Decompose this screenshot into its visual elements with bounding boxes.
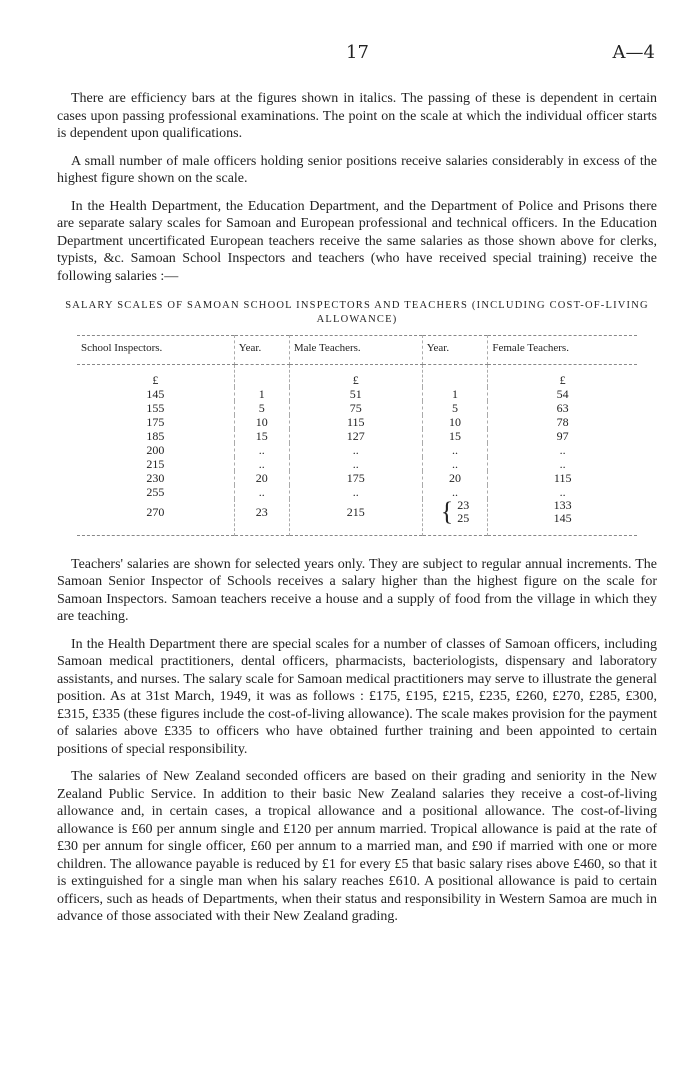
unit-cell: £	[289, 364, 422, 387]
table-cell: ..	[234, 443, 289, 457]
table-row	[77, 387, 637, 401]
table-cell: 20	[422, 471, 488, 485]
table-row	[77, 415, 637, 429]
table-cell: 97	[556, 428, 569, 443]
unit-cell: £	[77, 364, 234, 387]
table-cell: ..	[422, 457, 488, 471]
document-reference: A—4	[612, 42, 655, 63]
table-row	[77, 485, 637, 499]
table-cell: 1	[234, 387, 289, 401]
table-row	[77, 457, 637, 471]
year-value: 25	[457, 510, 470, 525]
table-cell: ..	[422, 485, 488, 499]
table-cell: 215	[289, 499, 422, 536]
table-cell: 5	[234, 401, 289, 415]
column-header: Year.	[422, 336, 488, 365]
table-cell: 145	[77, 387, 234, 401]
table-cell: ..	[559, 456, 566, 471]
column-header: Female Teachers.	[488, 336, 637, 365]
paragraph: A small number of male officers holding senior positions receive salaries considerably in excess of the highest figure shown on the scale.	[57, 153, 657, 186]
table-cell: 115	[553, 470, 572, 485]
unit-cell: £	[559, 372, 566, 387]
table-cell: ..	[289, 443, 422, 457]
table-row	[77, 499, 637, 536]
table-cell: 10	[234, 415, 289, 429]
table-cell	[488, 499, 637, 536]
table-cell: 10	[422, 415, 488, 429]
table-cell: 20	[234, 471, 289, 485]
table-cell: ..	[422, 443, 488, 457]
table-cell: ..	[559, 484, 566, 499]
table-cell: 1	[422, 387, 488, 401]
table-cell: 255	[77, 485, 234, 499]
table-cell: 75	[289, 401, 422, 415]
table-cell: 54	[556, 386, 569, 401]
table-cell: 230	[77, 471, 234, 485]
table-cell: 115	[289, 415, 422, 429]
table-cell: 23	[234, 499, 289, 536]
unit-cell	[422, 364, 488, 387]
table-row	[77, 429, 637, 443]
page-header	[60, 42, 655, 66]
table-row	[77, 443, 637, 457]
salary-value: 145	[553, 510, 572, 525]
column-header: School Inspectors.	[77, 336, 234, 365]
table-cell: 200	[77, 443, 234, 457]
unit-row	[77, 364, 637, 387]
year-value: 23	[457, 497, 470, 512]
table-cell: 51	[289, 387, 422, 401]
table-cell: 185	[77, 429, 234, 443]
column-header: Male Teachers.	[289, 336, 422, 365]
page-number: 17	[346, 42, 369, 63]
column-header: Year.	[234, 336, 289, 365]
paragraph: The salaries of New Zealand seconded officers are based on their grading and seniority in the New Zealand Public Service. In addition to their basic New Zealand salaries they receive a cost-of-living allowance and, in certain cases, a tropical allowance and a positional allowance. The cost-of-living allowance is £60 per annum single and £120 per annum married. Tropical allowance is paid at the rate of £30 per annum for single officer, £60 per annum to a married man, and £90 if married with one or more children. The allowance payable is reduced by £1 for every £5 that basic salary rises above £460, so that it is extinguished for a single man when his salary reaches £610. A positional allowance is paid to certain officers, such as heads of Departments, when their status and responsibility in Western Samoa are much in advance of those associated with their New Zealand grading.	[57, 769, 657, 924]
table-cell: 15	[422, 429, 488, 443]
table-cell: 215	[77, 457, 234, 471]
paragraph: In the Health Department there are special scales for a number of classes of Samoan officers, including Samoan medical practitioners, dental officers, pharmacists, bacteriologists, dispensary and laboratory assistants, and nurses. The salary scale for Samoan medical practitioners may serve to illustrate the general position. As at 31st March, 1949, it was as follows : £175, £195, £215, £235, £260, £270, £285, £300, £315, £335 (these figures include the cost-of-living allowance). The scale makes provision for the payment of salaries above £335 to officers who have obtained further training and been appointed to certain positions of special responsibility.	[57, 636, 658, 757]
table-cell: ..	[234, 457, 289, 471]
brace-glyph: {	[440, 496, 454, 526]
table-row	[77, 471, 637, 485]
table-cell	[422, 496, 488, 536]
table-cell: ..	[559, 442, 566, 457]
unit-cell	[234, 364, 289, 387]
table-header-row	[77, 336, 637, 365]
table-cell: 5	[422, 401, 488, 415]
table-caption: SALARY SCALES OF SAMOAN SCHOOL INSPECTORS AND TEACHERS (INCLUDING COST-OF-LIVING ALLOWANCE)	[65, 300, 649, 325]
body-text	[57, 90, 657, 936]
table-cell: 63	[556, 400, 569, 415]
table-cell: ..	[289, 457, 422, 471]
table-cell: 127	[289, 429, 422, 443]
table-cell: 78	[556, 414, 569, 429]
paragraph: There are efficiency bars at the figures shown in italics. The passing of these is dependent in certain cases upon passing professional examinations. The point on the scale at which the individual officer starts is dependent upon qualifications.	[57, 91, 657, 141]
salary-table	[77, 335, 637, 536]
table-cell: 175	[289, 471, 422, 485]
table-cell: 270	[77, 499, 234, 536]
table-cell: 15	[234, 429, 289, 443]
table-cell: ..	[234, 485, 289, 499]
salary-value: 133	[553, 497, 572, 512]
paragraph: Teachers' salaries are shown for selected years only. They are subject to regular annual increments. The Samoan Senior Inspector of Schools receives a salary higher than the highest figure on the scale for Samoan Inspectors. Samoan teachers receive a house and a supply of food from the village in which they are teaching.	[57, 556, 657, 624]
table-cell: 155	[77, 401, 234, 415]
table-cell: 175	[77, 415, 234, 429]
table-cell: ..	[289, 485, 422, 499]
table-row	[77, 401, 637, 415]
paragraph: In the Health Department, the Education Department, and the Department of Police and Prisons there are separate salary scales for Samoan and European professional and technical officers. In the Education Department uncertificated European teachers receive the same salaries as those shown above for clerks, typists, &c. Samoan School Inspectors and teachers (who have received special training) receive the following salaries :—	[57, 198, 657, 284]
